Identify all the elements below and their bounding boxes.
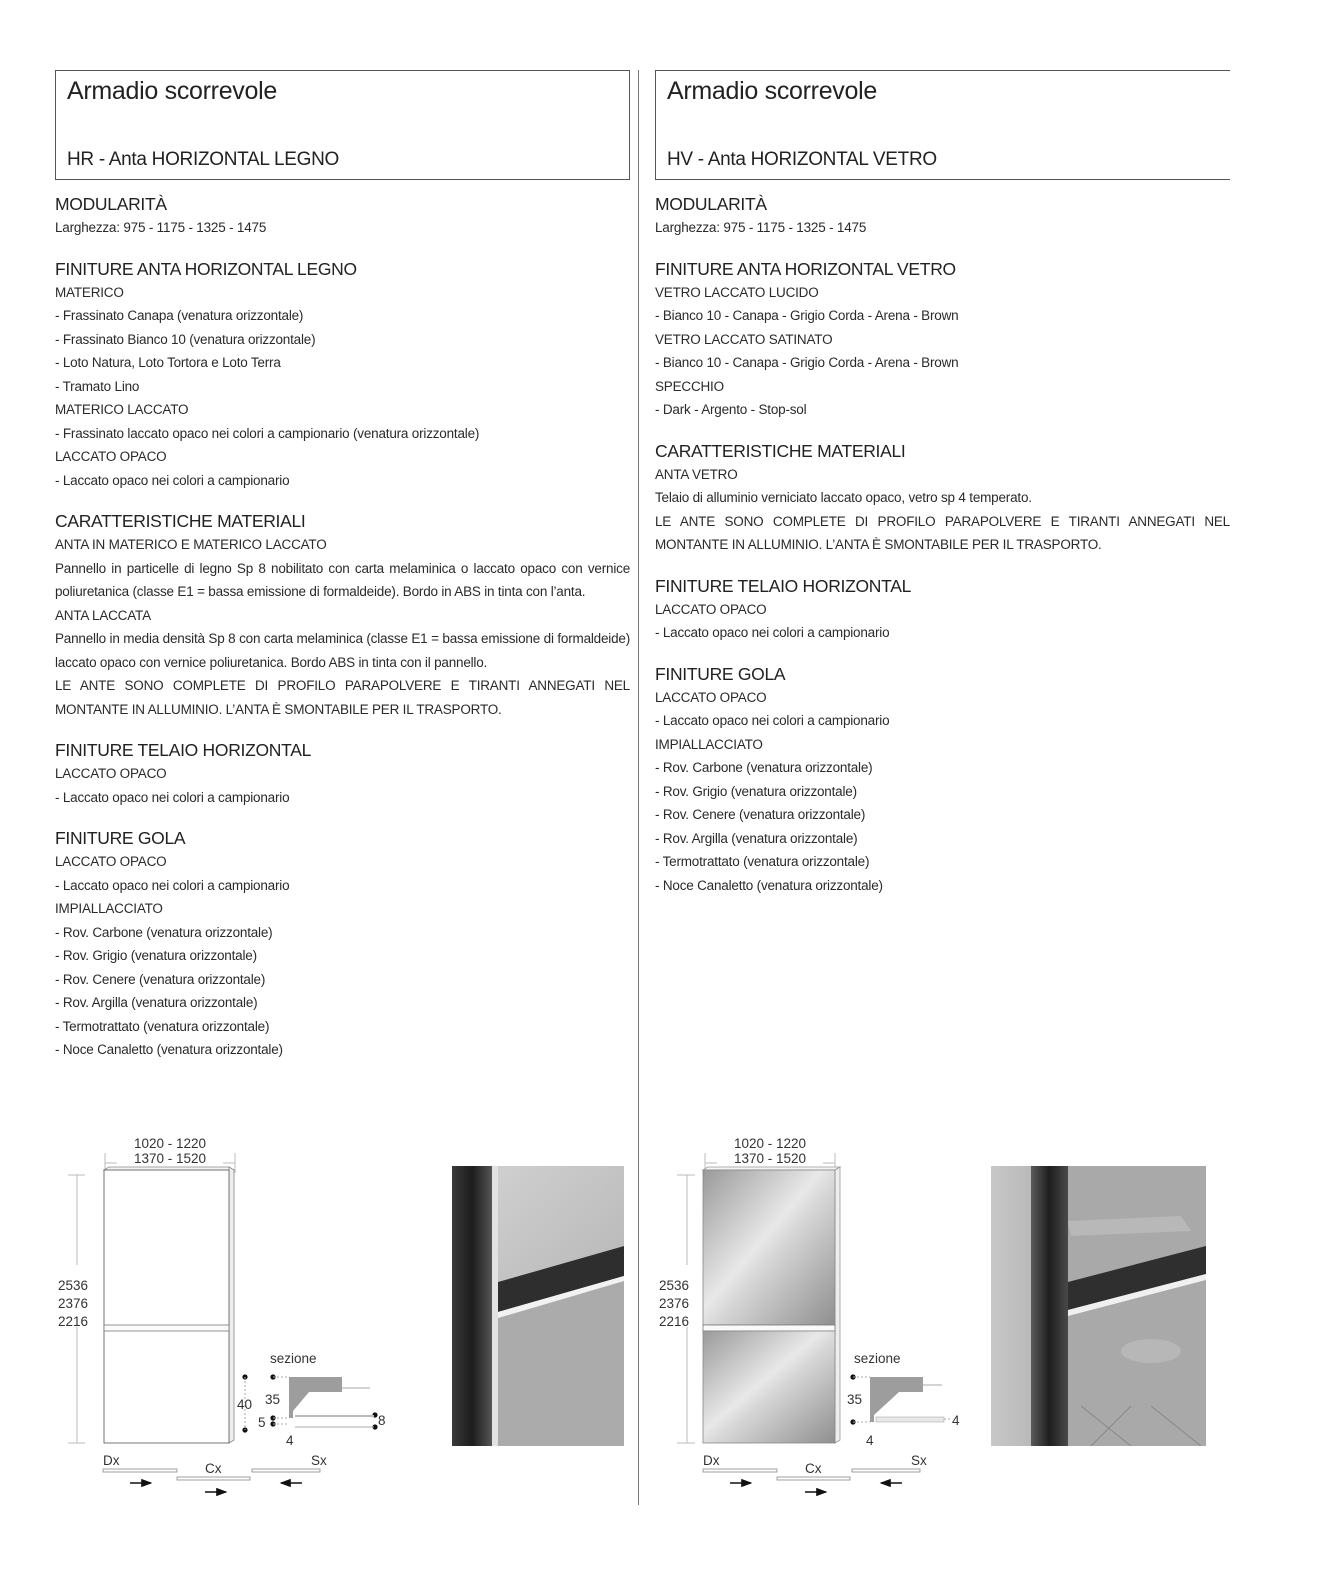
spec-line: - Rov. Carbone (venatura orizzontale) (55, 924, 273, 940)
spec-line: - Termotrattato (venatura orizzontale) (655, 854, 870, 869)
spec-section (55, 257, 630, 493)
section-title: MODULARITÀ (655, 194, 767, 214)
spec-content (55, 180, 630, 1062)
spec-line: LACCATO OPACO (55, 449, 167, 464)
section-detail (847, 1351, 960, 1448)
spec-section (655, 439, 1230, 557)
product-header (655, 70, 1230, 180)
opening-label-sx: Sx (311, 1453, 327, 1468)
spec-section (655, 574, 1230, 645)
detail-photo-glass-door (991, 1166, 1206, 1446)
spec-paragraph: Pannello in media densità Sp 8 con carta melaminica (classe E1 = bassa emissione di formaldeide) laccato opaco con vernice poliuretanica. Bordo ABS in tinta con il pannello. (55, 631, 630, 670)
section-dim-panel: 4 (952, 1413, 960, 1428)
spec-section (655, 192, 1230, 240)
section-dim-gap: 5 (258, 1415, 266, 1430)
section-title: FINITURE GOLA (655, 663, 786, 684)
spec-line: ANTA VETRO (655, 466, 738, 482)
spec-paragraph: LE ANTE SONO COMPLETE DI PROFILO PARAPOLVERE E TIRANTI ANNEGATI NEL MONTANTE IN ALLUMINIO. L’ANTA È SMONTABILE PER IL TRASPORTO. (655, 513, 1230, 552)
opening-directions (703, 1453, 927, 1492)
spec-line: - Rov. Grigio (venatura orizzontale) (655, 783, 857, 799)
section-label: sezione (270, 1351, 317, 1366)
spec-line: - Laccato opaco nei colori a campionario (55, 472, 290, 488)
width-dim-1: 1020 - 1220 (733, 1136, 807, 1151)
spec-line: IMPIALLACCIATO (655, 736, 763, 752)
product-column-hr (55, 70, 630, 1079)
spec-line: - Frassinato Bianco 10 (venatura orizzontale) (55, 331, 316, 347)
spec-line: - Rov. Carbone (venatura orizzontale) (655, 760, 873, 775)
section-title: FINITURE TELAIO HORIZONTAL (655, 575, 912, 596)
spec-section (655, 257, 1230, 422)
spec-line: - Tramato Lino (55, 378, 140, 394)
spec-line: - Laccato opaco nei colori a campionario (55, 789, 290, 805)
spec-line: - Dark - Argento - Stop-sol (655, 402, 807, 417)
opening-directions (103, 1453, 327, 1492)
spec-line: - Rov. Grigio (venatura orizzontale) (55, 948, 257, 963)
section-dim-total: 40 (237, 1397, 253, 1412)
technical-drawing-hr (55, 1125, 395, 1505)
spec-line: Larghezza: 975 - 1175 - 1325 - 1475 (55, 220, 267, 235)
spec-line: - Bianco 10 - Canapa - Grigio Corda - Arena - Brown (655, 308, 959, 323)
opening-label-cx: Cx (205, 1461, 222, 1476)
spec-section (55, 826, 630, 1062)
technical-drawing-hv (655, 1125, 995, 1505)
section-dim-base: 4 (286, 1433, 294, 1448)
width-dim-2: 1370 - 1520 (733, 1151, 807, 1166)
product-column-hv (655, 70, 1230, 914)
height-dimension (58, 1175, 88, 1443)
spec-section (655, 662, 1230, 898)
column-divider (638, 70, 639, 1505)
spec-line: SPECCHIO (655, 378, 724, 394)
door-elevation (104, 1167, 234, 1443)
product-title: Armadio scorrevole (67, 77, 277, 105)
door-elevation (703, 1167, 840, 1443)
product-title: Armadio scorrevole (667, 77, 877, 105)
spec-line: LACCATO OPACO (55, 766, 167, 781)
section-title: MODULARITÀ (55, 194, 167, 214)
spec-paragraph: LE ANTE SONO COMPLETE DI PROFILO PARAPOLVERE E TIRANTI ANNEGATI NEL MONTANTE IN ALLUMINIO. L’ANTA È SMONTABILE PER IL TRASPORTO. (55, 678, 630, 717)
detail-photo-wood-door (452, 1166, 624, 1446)
section-dim-base: 4 (866, 1433, 874, 1448)
height-dim-1: 2536 (659, 1278, 690, 1293)
spec-content (655, 180, 1230, 897)
spec-line: MATERICO (55, 284, 124, 300)
spec-line: Larghezza: 975 - 1175 - 1325 - 1475 (655, 220, 867, 235)
spec-line: LACCATO OPACO (655, 689, 767, 705)
spec-line: - Noce Canaletto (venatura orizzontale) (55, 1042, 283, 1057)
height-dim-3: 2216 (58, 1314, 89, 1329)
section-title: FINITURE ANTA HORIZONTAL LEGNO (55, 258, 357, 279)
spec-line: - Termotrattato (venatura orizzontale) (55, 1018, 270, 1034)
spec-paragraph: Pannello in particelle di legno Sp 8 nobilitato con carta melaminica o laccato opaco con vernice poliuretanica (classe E1 = bassa emissione di formaldeide). Bordo in ABS in tinta con l’anta. (55, 560, 630, 599)
spec-line: VETRO LACCATO LUCIDO (655, 284, 819, 300)
spec-line: LACCATO OPACO (55, 854, 167, 869)
spec-line: - Loto Natura, Loto Tortora e Loto Terra (55, 355, 281, 370)
spec-line: LACCATO OPACO (655, 601, 767, 617)
spec-line: - Laccato opaco nei colori a campionario (655, 713, 890, 728)
spec-line: ANTA IN MATERICO E MATERICO LACCATO (55, 537, 327, 552)
height-dim-2: 2376 (58, 1296, 89, 1311)
spec-line: - Rov. Argilla (venatura orizzontale) (55, 995, 258, 1010)
spec-section (55, 509, 630, 721)
spec-line: Telaio di alluminio verniciato laccato opaco, vetro sp 4 temperato. (655, 490, 1032, 505)
width-dim-1: 1020 - 1220 (133, 1136, 207, 1151)
section-title: FINITURE TELAIO HORIZONTAL (55, 740, 312, 760)
section-title: CARATTERISTICHE MATERIALI (655, 440, 906, 461)
spec-line: - Laccato opaco nei colori a campionario (655, 625, 890, 640)
product-subtitle: HV - Anta HORIZONTAL VETRO (667, 149, 937, 170)
spec-line: - Noce Canaletto (venatura orizzontale) (655, 877, 883, 893)
opening-label-dx: Dx (703, 1453, 720, 1468)
spec-line: - Bianco 10 - Canapa - Grigio Corda - Arena - Brown (655, 355, 959, 370)
product-header (55, 70, 630, 180)
spec-line: - Rov. Cenere (venatura orizzontale) (55, 971, 266, 987)
section-dim-profile: 35 (265, 1392, 281, 1407)
opening-label-dx: Dx (103, 1453, 120, 1468)
spec-line: IMPIALLACCIATO (55, 901, 163, 916)
spec-section (55, 738, 630, 809)
spec-line: VETRO LACCATO SATINATO (655, 331, 833, 347)
product-subtitle: HR - Anta HORIZONTAL LEGNO (67, 149, 339, 170)
width-dim-2: 1370 - 1520 (133, 1151, 207, 1166)
height-dimension (659, 1175, 695, 1443)
spec-line: - Laccato opaco nei colori a campionario (55, 877, 290, 893)
section-dim-panel: 8 (378, 1413, 386, 1428)
height-dim-1: 2536 (58, 1278, 89, 1293)
opening-label-cx: Cx (805, 1461, 822, 1476)
section-dim-profile: 35 (847, 1392, 863, 1407)
spec-line: - Frassinato laccato opaco nei colori a campionario (venatura orizzontale) (55, 425, 480, 441)
section-title: FINITURE GOLA (55, 828, 186, 848)
spec-line: - Frassinato Canapa (venatura orizzontale) (55, 308, 304, 323)
section-title: FINITURE ANTA HORIZONTAL VETRO (655, 258, 956, 279)
height-dim-2: 2376 (659, 1296, 690, 1311)
section-detail (237, 1351, 386, 1448)
spec-line: ANTA LACCATA (55, 607, 151, 623)
spec-line: - Rov. Cenere (venatura orizzontale) (655, 807, 866, 822)
spec-line: MATERICO LACCATO (55, 402, 189, 417)
height-dim-3: 2216 (659, 1314, 690, 1329)
section-label: sezione (854, 1351, 901, 1366)
opening-label-sx: Sx (911, 1453, 927, 1468)
spec-section (55, 192, 630, 240)
section-title: CARATTERISTICHE MATERIALI (55, 511, 306, 531)
spec-line: - Rov. Argilla (venatura orizzontale) (655, 830, 858, 846)
